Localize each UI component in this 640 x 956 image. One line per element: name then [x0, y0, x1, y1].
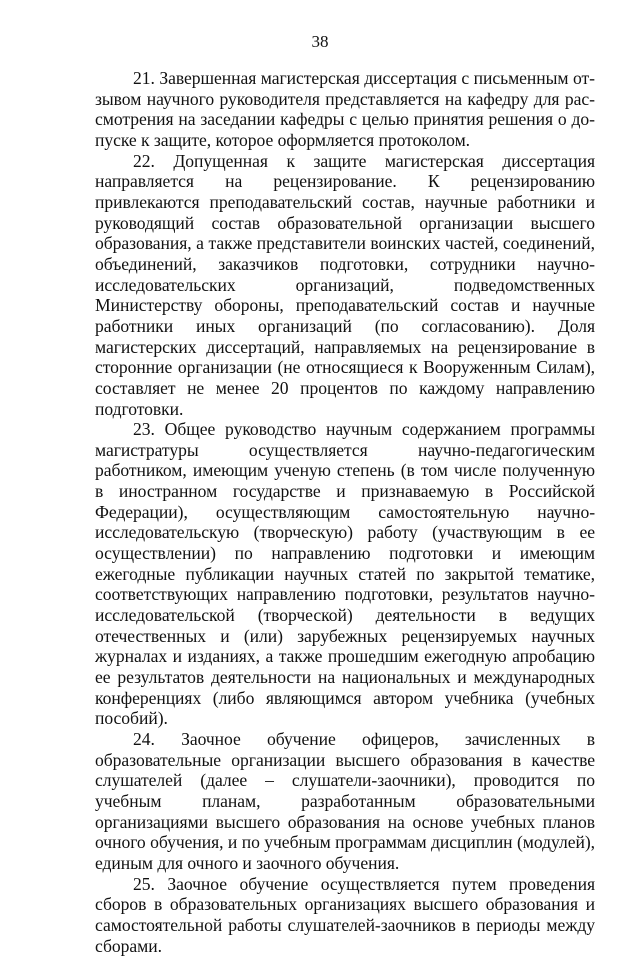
page-number: 38 — [311, 32, 329, 51]
paragraph-23: 23. Общее руководство научным содержанием программы магистратуры осуществляется научно-педагогическим работником, имеющим ученую степень (в том числе полученную в иностранном государстве и признаваемую в Российской Федерации), осуществляющим самостоятельную научно-исследовательскую (творческую) работу (участвующим в ее осуществлении) по направлению подготовки и имеющим ежегодные публикации научных статей по закрытой тематике, соответствующих направлению подготовки, результатов научно-исследовательской (творческой) деятельности в ведущих отечественных и (или) зарубежных рецензируемых научных журналах и изданиях, а также прошедшим ежегодную апробацию ее результатов деятельности на национальных и международных конференциях (либо являющимся автором учебника (учебных пособий). — [95, 419, 595, 729]
paragraph-22: 22. Допущенная к защите магистерская диссертация направляется на рецензирование. К рецензированию привлекаются преподавательский состав, научные работники и руководящий состав образовательной организации высшего образования, а также представители воинских частей, соединений, объединений, заказчиков подготовки, сотрудники научно-исследовательских организаций, подведомственных Министерству обороны, преподавательский состав и научные работники иных организаций (по согласованию). Доля магистерских диссертаций, направляемых на рецензирование в сторонние организации (не относящиеся к Вооруженным Силам), составляет не менее 20 процентов по каждому направлению подготовки. — [95, 150, 595, 419]
paragraph-24: 24. Заочное обучение офицеров, зачисленных в образовательные организации высшего образования в качестве слушателей (далее – слушатели-заочники), проводится по учебным планам, разработанным образовательными организациями высшего образования на основе учебных планов очного обучения, и по учебным программам дисциплин (модулей), единым для очного и заочного обучения. — [95, 729, 595, 873]
paragraph-25: 25. Заочное обучение осуществляется путем проведения сборов в образовательных организациях высшего образования и самостоятельной работы слушателей-заочников в периоды между сборами. — [95, 873, 595, 956]
paragraph-21: 21. Завершенная магистерская диссертация с письменным отзывом научного руководителя представляется на кафедру для рассмотрения на заседании кафедры с целью принятия решения о допуске к защите, которое оформляется протоколом. — [95, 68, 595, 150]
page-body — [95, 68, 595, 956]
